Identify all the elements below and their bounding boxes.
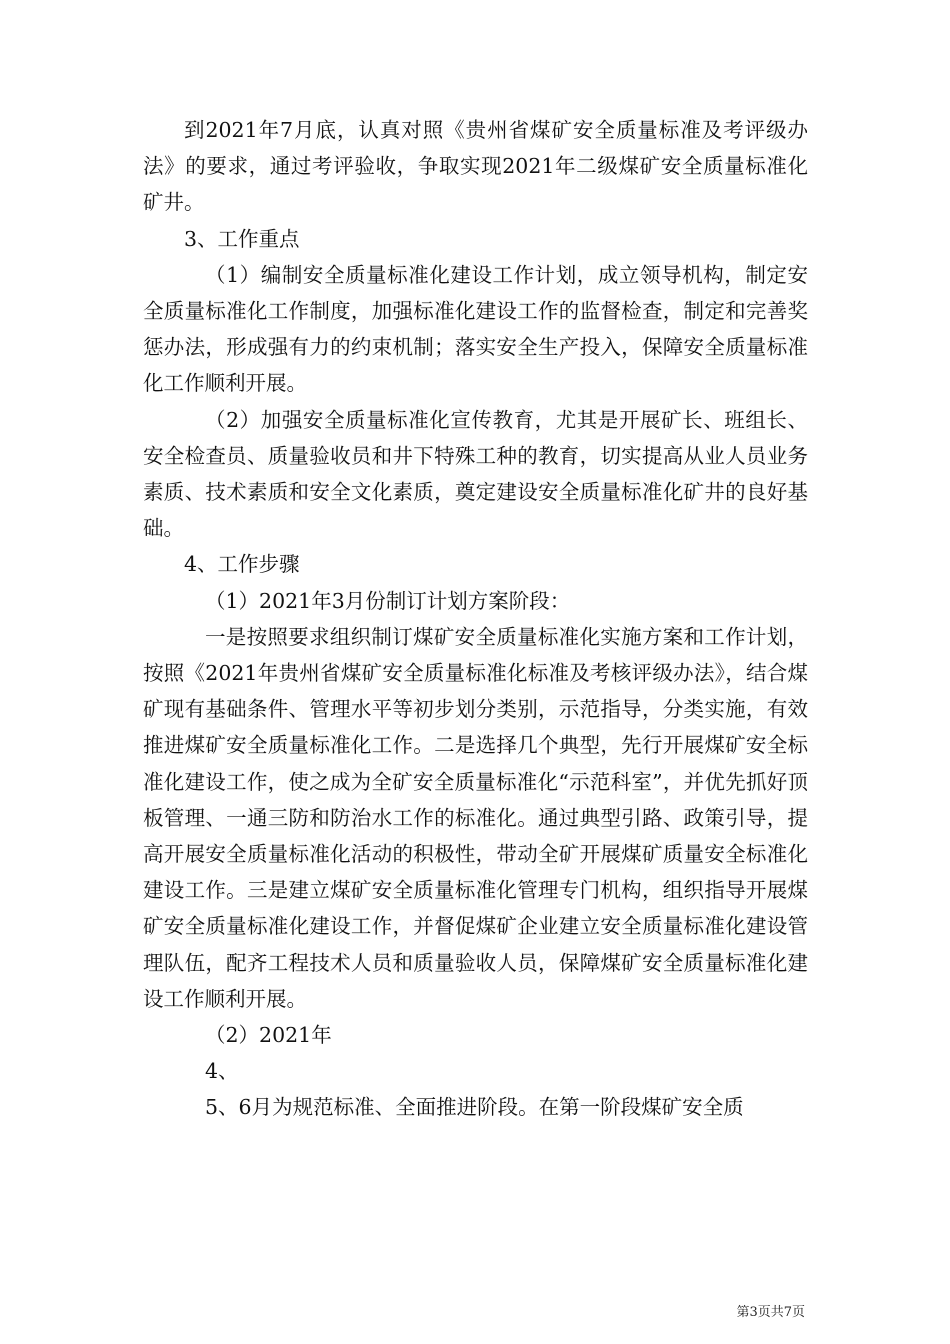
paragraph-focus-1: （1）编制安全质量标准化建设工作计划，成立领导机构，制定安全质量标准化工作制度，加强标准化建设工作的监督检查，制定和完善奖惩办法，形成强有力的约束机制；落实安全生产投入，保障安全质量标准化工作顺利开展。: [143, 262, 808, 396]
step-2-heading: （2）2021年: [205, 1023, 332, 1048]
paragraph-target: 到2021年7月底，认真对照《贵州省煤矿安全质量标准及考评级办法》的要求，通过考评验收，争取实现2021年二级煤矿安全质量标准化矿井。: [143, 118, 808, 215]
step-1-heading: （1）2021年3月份制订计划方案阶段：: [205, 588, 571, 613]
paragraph-step-1-detail: 一是按照要求组织制订煤矿安全质量标准化实施方案和工作计划，按照《2021年贵州省煤矿安全质量标准化标准及考核评级办法》，结合煤矿现有基础条件、管理水平等初步划分类别，示范指导，分类实施，有效推进煤矿安全质量标准化工作。二是选择几个典型，先行开展煤矿安全标准化建设工作，使之成为全矿安全质量标准化“示范科室”，并优先抓好顶板管理、一通三防和防治水工作的标准化。通过典型引路、政策引导，提高开展安全质量标准化活动的积极性，带动全矿开展煤矿质量安全标准化建设工作。三是建立煤矿安全质量标准化管理专门机构，组织指导开展煤矿安全质量标准化建设工作，并督促煤矿企业建立安全质量标准化建设管理队伍，配齐工程技术人员和质量验收人员，保障煤矿安全质量标准化建设工作顺利开展。: [143, 624, 808, 1011]
section-heading-work-steps: 4、工作步骤: [184, 552, 300, 577]
document-body: [143, 112, 808, 1126]
section-heading-work-focus: 3、工作重点: [184, 226, 300, 251]
paragraph-focus-2: （2）加强安全质量标准化宣传教育，尤其是开展矿长、班组长、安全检查员、质量验收员和井下特殊工种的教育，切实提高从业人员业务素质、技术素质和安全文化素质，奠定建设安全质量标准化矿井的良好基础。: [143, 407, 808, 541]
paragraph-step-2-start: 5、6月为规范标准、全面推进阶段。在第一阶段煤矿安全质: [205, 1095, 744, 1120]
page-number-footer: 第3页共7页: [736, 1305, 805, 1320]
paragraph-fragment-4: 4、: [205, 1059, 239, 1084]
